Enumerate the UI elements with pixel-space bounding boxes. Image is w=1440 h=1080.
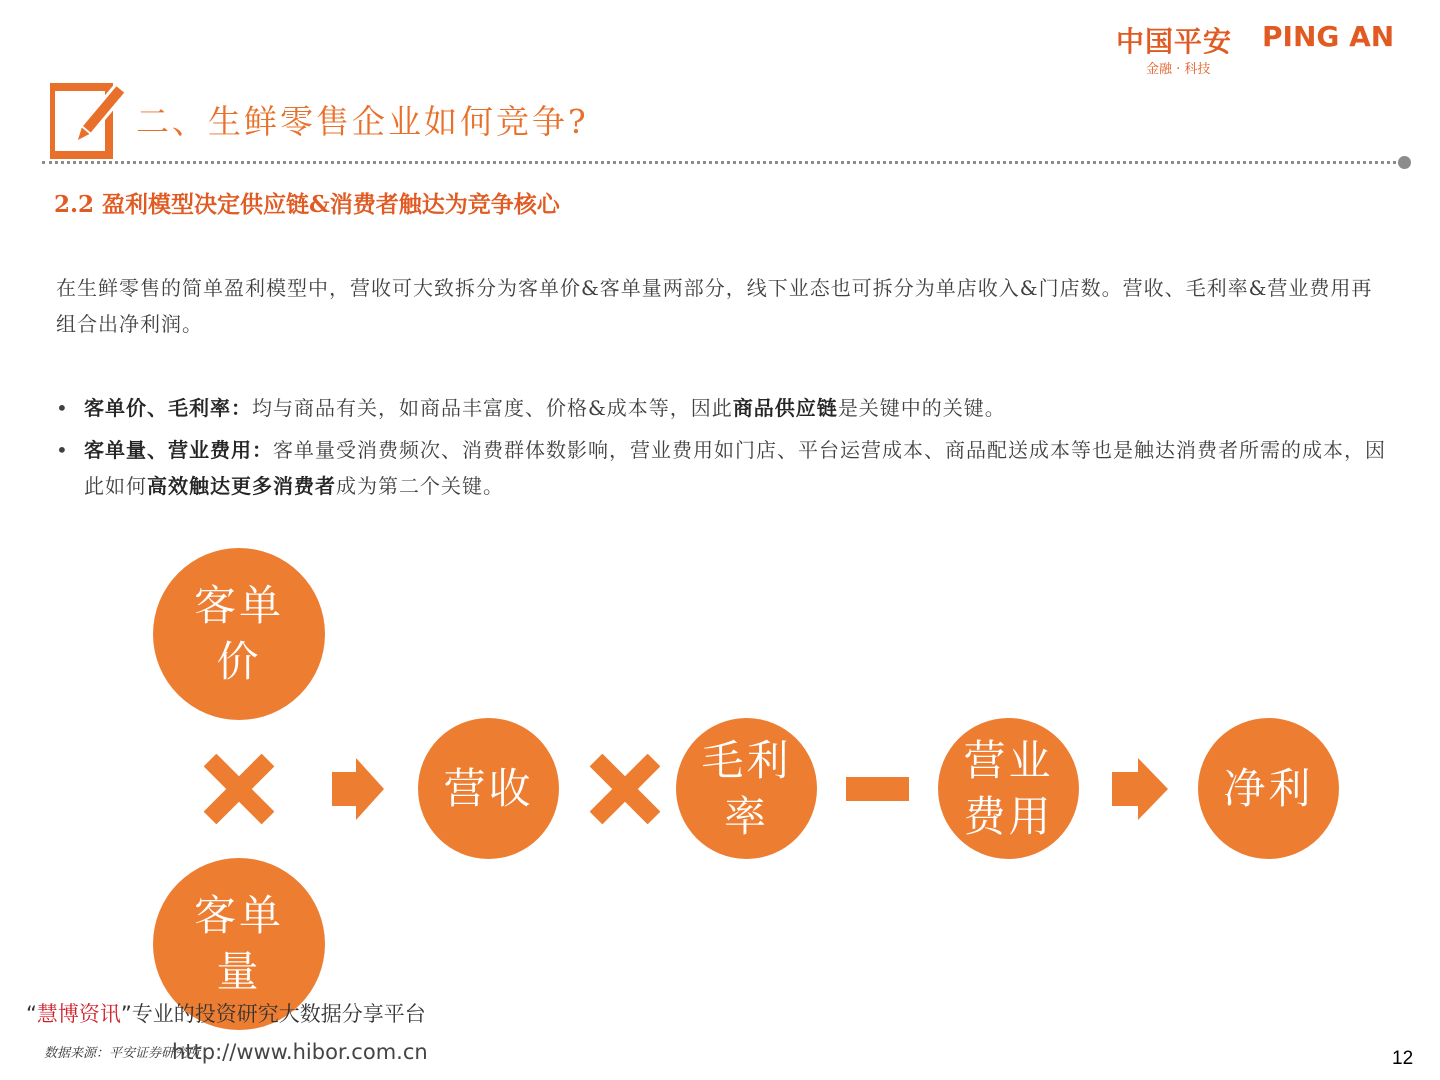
bullet-marker: • bbox=[56, 396, 69, 420]
bullet-text: 均与商品有关，如商品丰富度、价格&成本等，因此 bbox=[252, 396, 733, 420]
node-label: 营业 bbox=[963, 735, 1054, 785]
multiply-icon bbox=[590, 754, 660, 824]
arrow-right-icon bbox=[1112, 758, 1168, 820]
minus-icon bbox=[846, 777, 909, 801]
footer-tagline: 专业的投资研究大数据分享平台 bbox=[131, 1002, 426, 1026]
node-label: 营收 bbox=[443, 763, 534, 813]
node-label: 净利 bbox=[1223, 763, 1314, 813]
footer-watermark bbox=[26, 998, 426, 1028]
footer-quote-close: ” bbox=[120, 1002, 132, 1026]
node-label: 毛利 bbox=[701, 735, 792, 785]
bullet-item-consumer-reach bbox=[56, 432, 1386, 504]
node-label: 率 bbox=[723, 791, 769, 841]
node-label: 量 bbox=[216, 947, 262, 996]
bullet-item-supply-chain bbox=[56, 390, 1386, 426]
pencil-edit-icon bbox=[46, 80, 126, 160]
source-note: 数据来源：平安证券研究所 bbox=[44, 1046, 201, 1061]
node-label: 价 bbox=[216, 637, 262, 686]
node-gross-margin bbox=[676, 718, 817, 859]
node-label: 客单 bbox=[193, 891, 284, 940]
bullet-text-tail: 是关键中的关键。 bbox=[837, 396, 1006, 420]
arrow-right-icon bbox=[332, 758, 384, 820]
bullet-lead: 客单价、毛利率： bbox=[84, 396, 252, 420]
node-label: 费用 bbox=[963, 791, 1054, 841]
intro-paragraph: 在生鲜零售的简单盈利模型中，营收可大致拆分为客单价&客单量两部分，线下业态也可拆分为单店收入&门店数。营收、毛利率&营业费用再组合出净利润。 bbox=[56, 276, 1373, 336]
node-net-profit bbox=[1198, 718, 1339, 859]
multiply-icon bbox=[204, 754, 274, 824]
page-number: 12 bbox=[1392, 1048, 1414, 1069]
logo-tagline: 金融 · 科技 bbox=[1146, 62, 1211, 77]
node-label: 客单 bbox=[193, 581, 284, 630]
footer-quote-open: “ bbox=[26, 1002, 37, 1026]
bullet-marker: • bbox=[56, 438, 69, 462]
footer-url-link[interactable]: http://www.hibor.com.cn bbox=[172, 1040, 428, 1064]
bullet-emphasis: 高效触达更多消费者 bbox=[147, 474, 336, 498]
logo-chinese: 中国平安 bbox=[1116, 25, 1233, 58]
bullet-lead: 客单量、营业费用： bbox=[84, 438, 273, 462]
key-points-list bbox=[56, 390, 1386, 510]
logo-english: PING AN bbox=[1262, 20, 1395, 53]
node-revenue bbox=[418, 718, 559, 859]
bullet-text: 客单量受消费频次、消费群体数影响，营业费用如门店、平台运营成本、商品配送成本等也是触达消费者所需的成本，因此如何 bbox=[84, 438, 1386, 498]
bullet-emphasis: 商品供应链 bbox=[732, 396, 838, 420]
footer-brand: 慧博资讯 bbox=[36, 1002, 121, 1026]
node-operating-expense bbox=[938, 718, 1079, 859]
section-title: 二、生鲜零售企业如何竞争? bbox=[136, 102, 589, 141]
node-customer-price bbox=[153, 548, 325, 720]
bullet-text-tail: 成为第二个关键。 bbox=[336, 474, 504, 498]
subsection-title: 2.2 盈利模型决定供应链&消费者触达为竞争核心 bbox=[54, 191, 560, 218]
header-divider bbox=[42, 161, 1402, 164]
divider-end-dot bbox=[1398, 156, 1411, 169]
